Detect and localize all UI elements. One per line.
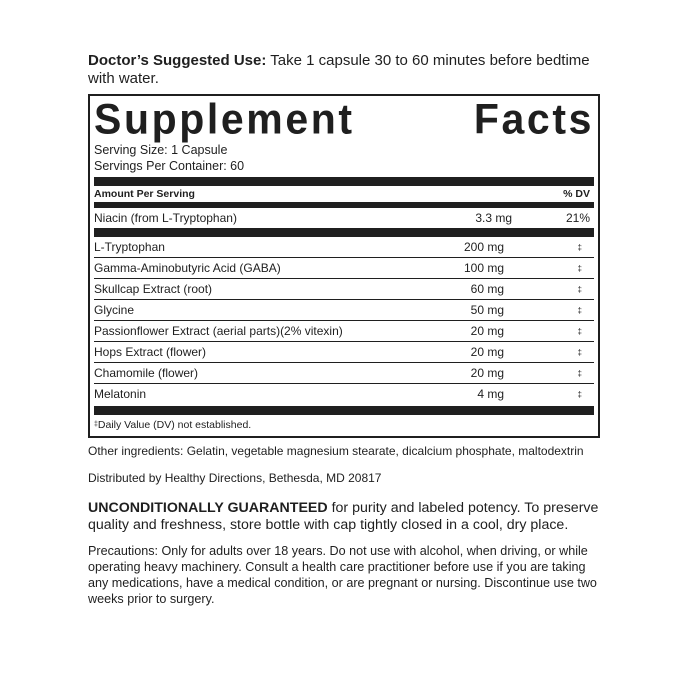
suggested-use-label: Doctor’s Suggested Use: [88, 52, 267, 69]
suggested-use-text: Take 1 capsule 30 to 60 minutes before bedtime with water. [88, 52, 590, 87]
ingredient-dv: ‡ [577, 263, 582, 273]
facts-footnote [94, 415, 594, 434]
divider-thick [94, 177, 594, 186]
table-row [94, 279, 594, 300]
label-panel [88, 52, 600, 607]
guarantee-text: for purity and labeled potency. To preserve quality and freshness, store bottle with cap tightly closed in a cool, dry place. [88, 500, 599, 533]
ingredient-dv: ‡ [577, 368, 582, 378]
supplement-facts-panel [88, 94, 600, 438]
ingredient-amount: 20 mg [470, 366, 504, 380]
ingredient-name: Glycine [94, 303, 135, 317]
facts-title-word2: Facts [473, 94, 594, 144]
guarantee-label: UNCONDITIONALLY GUARANTEED [88, 500, 328, 516]
precautions: Precautions: Only for adults over 18 years. Do not use with alcohol, when driving, or while operating heavy machinery. Consult a health care practitioner before use if you are taking any medications, have a medical condition, or are pregnant or nursing. Discontinue use two weeks prior to surgery. [88, 544, 597, 606]
ingredient-name: Gamma-Aminobutyric Acid (GABA) [94, 261, 281, 275]
facts-title-word1: Supplement [94, 94, 355, 144]
ingredient-dv: ‡ [577, 347, 582, 357]
facts-header-row [94, 186, 594, 202]
ingredient-amount: 100 mg [463, 261, 504, 275]
ingredient-name: Skullcap Extract (root) [94, 282, 213, 296]
vitamin-name: Niacin (from L-Tryptophan) [94, 211, 237, 225]
footnote-text: Daily Value (DV) not established. [97, 419, 252, 431]
header-amount-per-serving: Amount Per Serving [94, 188, 195, 200]
ingredient-amount: 60 mg [470, 282, 504, 296]
ingredient-name: Hops Extract (flower) [94, 345, 207, 359]
guarantee [88, 500, 600, 533]
vitamin-amount: 3.3 mg [475, 211, 512, 225]
servings-per-container: Servings Per Container: 60 [94, 159, 245, 173]
table-row [94, 300, 594, 321]
other-ingredients: Other ingredients: Gelatin, vegetable magnesium stearate, dicalcium phosphate, maltodextrin [88, 444, 584, 458]
header-dv: % DV [563, 188, 590, 200]
ingredient-dv: ‡ [577, 326, 582, 336]
facts-title [94, 94, 594, 144]
ingredient-amount: 20 mg [470, 324, 504, 338]
vitamin-dv: 21% [565, 211, 590, 225]
table-row [94, 342, 594, 363]
ingredient-name: L-Tryptophan [94, 240, 165, 254]
ingredient-name: Melatonin [94, 387, 147, 401]
ingredient-dv: ‡ [577, 305, 582, 315]
ingredient-dv: ‡ [577, 284, 582, 294]
table-row [94, 363, 594, 384]
ingredient-name: Chamomile (flower) [94, 366, 199, 380]
table-row [94, 321, 594, 342]
ingredient-amount: 50 mg [470, 303, 504, 317]
table-row [94, 258, 594, 279]
ingredient-amount: 20 mg [470, 345, 504, 359]
distributor: Distributed by Healthy Directions, Bethesda, MD 20817 [88, 471, 382, 485]
suggested-use [88, 52, 600, 88]
ingredient-amount: 200 mg [463, 240, 504, 254]
table-row [94, 384, 594, 404]
footnote-symbol: ‡ [94, 421, 98, 428]
ingredient-dv: ‡ [577, 389, 582, 399]
divider-thick-bottom [94, 406, 594, 415]
ingredient-amount: 4 mg [477, 387, 504, 401]
ingredient-name: Passionflower Extract (aerial parts)(2% vitexin) [94, 324, 343, 338]
divider-thick-2 [94, 228, 594, 237]
ingredient-dv: ‡ [577, 242, 582, 252]
vitamin-row [94, 208, 594, 228]
serving-size: Serving Size: 1 Capsule [94, 143, 228, 157]
table-row [94, 237, 594, 258]
